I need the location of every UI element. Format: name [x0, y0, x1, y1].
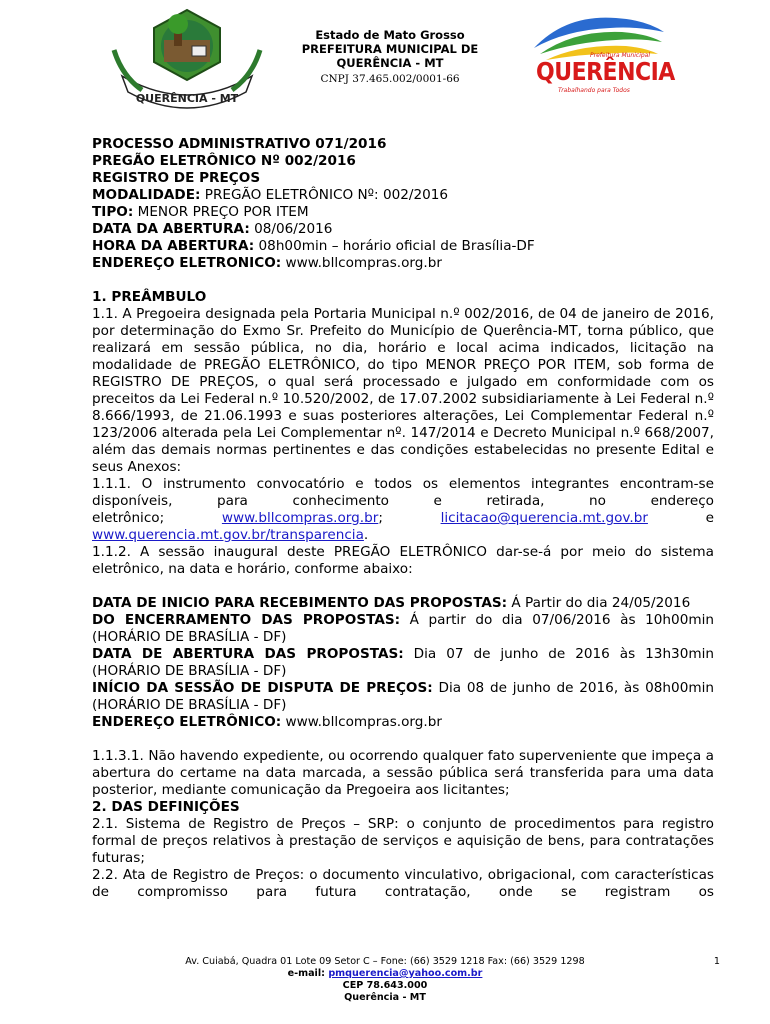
info-endereco: ENDEREÇO ELETRONICO: www.bllcompras.org.br [92, 255, 442, 271]
header-cnpj: CNPJ 37.465.002/0001-66 [320, 73, 460, 85]
paragraph-1-1-3-1: 1.1.3.1. Não havendo expediente, ou ocorrendo qualquer fato superveniente que impeça a abertura do certame na data marcada, a sessão pública será transferida para uma data posterior, mediante comunicação da Pregoeira aos licitantes; [92, 748, 714, 798]
page-number: 1 [713, 956, 720, 967]
section-1-heading: 1. PREÂMBULO [92, 289, 207, 305]
footer-cep: CEP 78.643.000 [342, 980, 428, 991]
paragraph-1-1-1-links: eletrônico; www.bllcompras.org.br; licitacao@querencia.mt.gov.br e [92, 510, 714, 526]
link-bllcompras[interactable]: www.bllcompras.org.br [221, 510, 379, 526]
link-transparencia[interactable]: www.querencia.mt.gov.br/transparencia [92, 527, 364, 543]
page-footer [150, 956, 720, 1004]
info-hora-abertura: HORA DA ABERTURA: 08h00min – horário oficial de Brasília-DF [92, 238, 535, 254]
title-line-3: REGISTRO DE PREÇOS [92, 170, 261, 186]
paragraph-2-1: 2.1. Sistema de Registro de Preços – SRP: o conjunto de procedimentos para registro formal de preços relativos à prestação de serviços e aquisição de bens, para contratações futuras; [92, 816, 714, 866]
header-state: Estado de Mato Grosso [315, 28, 465, 42]
footer-address: Av. Cuiabá, Quadra 01 Lote 09 Setor C – Fone: (66) 3529 1218 Fax: (66) 3529 1298 [185, 956, 585, 967]
date-encerramento: DO ENCERRAMENTO DAS PROPOSTAS: Á partir do dia 07/06/2016 às 10h00min (HORÁRIO DE BRASÍLIA - DF) [92, 612, 714, 645]
title-line-1: PROCESSO ADMINISTRATIVO 071/2016 [92, 136, 387, 152]
date-endereco-eletronico: ENDEREÇO ELETRÔNICO: www.bllcompras.org.br [92, 714, 442, 730]
link-licitacao-email[interactable]: licitacao@querencia.mt.gov.br [440, 510, 648, 526]
logo-small-text: Prefeitura Municipal [590, 52, 651, 59]
logo-name: QUERÊNCIA [536, 58, 675, 87]
info-modalidade: MODALIDADE: PREGÃO ELETRÔNICO Nº: 002/2016 [92, 187, 449, 203]
info-data-abertura: DATA DA ABERTURA: 08/06/2016 [92, 221, 333, 237]
date-inicio-recebimento: DATA DE INICIO PARA RECEBIMENTO DAS PROPOSTAS: Á Partir do dia 24/05/2016 [92, 595, 691, 611]
footer-email-link[interactable]: pmquerencia@yahoo.com.br [328, 968, 483, 979]
info-tipo: TIPO: MENOR PREÇO POR ITEM [92, 204, 309, 220]
paragraph-1-1: 1.1. A Pregoeira designada pela Portaria Municipal n.º 002/2016, de 04 de janeiro de 2016, por determinação do Exmo Sr. Prefeito do Município de Querência-MT, torna público, que realizará em sessão pública, no dia, horário e local acima indicados, licitação na modalidade de PREGÃO ELETRÔNICO, do tipo MENOR PREÇO POR ITEM, sob forma de REGISTRO DE PREÇOS, o qual será processado e julgado em conformidade com os preceitos da Lei Federal n.º 10.520/2002, de 17.07.2002 subsidiariamente à Lei Federal n.º 8.666/1993, de 21.06.1993 e suas posteriores alterações, Lei Complementar Federal n.º 123/2006 alterada pela Lei Complementar nº. 147/2014 e Decreto Municipal n.º 668/2007, além das demais normas pertinentes e das condições estabelecidas no presente Edital e seus Anexos: [92, 306, 714, 475]
header-city: QUERÊNCIA - MT [336, 56, 444, 70]
letterhead [270, 28, 510, 85]
seal-banner-text: QUERÊNCIA - MT [135, 92, 239, 105]
footer-city: Querência - MT [344, 992, 426, 1003]
paragraph-1-1-2: 1.1.2. A sessão inaugural deste PREGÃO ELETRÔNICO dar-se-á por meio do sistema eletrônico, na data e horário, conforme abaixo: [92, 544, 714, 577]
logo-slogan: Trabalhando para Todos [558, 87, 630, 94]
paragraph-2-2: 2.2. Ata de Registro de Preços: o documento vinculativo, obrigacional, com características de compromisso para futura contratação, onde se registram os [92, 867, 714, 900]
title-line-2: PREGÃO ELETRÔNICO Nº 002/2016 [92, 153, 356, 169]
paragraph-1-1-1-end: www.querencia.mt.gov.br/transparencia. [92, 527, 369, 543]
municipal-seal-icon [108, 6, 266, 118]
document-body [92, 136, 714, 901]
footer-email-line: e-mail: pmquerencia@yahoo.com.br [287, 968, 483, 979]
paragraph-1-1-1: 1.1.1. O instrumento convocatório e todos os elementos integrantes encontram-se disponíveis, para conhecimento e retirada, no endereço [92, 476, 714, 509]
date-inicio-disputa: INÍCIO DA SESSÃO DE DISPUTA DE PREÇOS: Dia 08 de junho de 2016, às 08h00min (HORÁRIO DE BRASÍLIA - DF) [92, 680, 714, 713]
header-prefeitura: PREFEITURA MUNICIPAL DE [301, 42, 479, 56]
date-abertura-propostas: DATA DE ABERTURA DAS PROPOSTAS: Dia 07 de junho de 2016 às 13h30min (HORÁRIO DE BRASÍLIA - DF) [92, 646, 714, 679]
section-2-heading: 2. DAS DEFINIÇÕES [92, 799, 240, 815]
